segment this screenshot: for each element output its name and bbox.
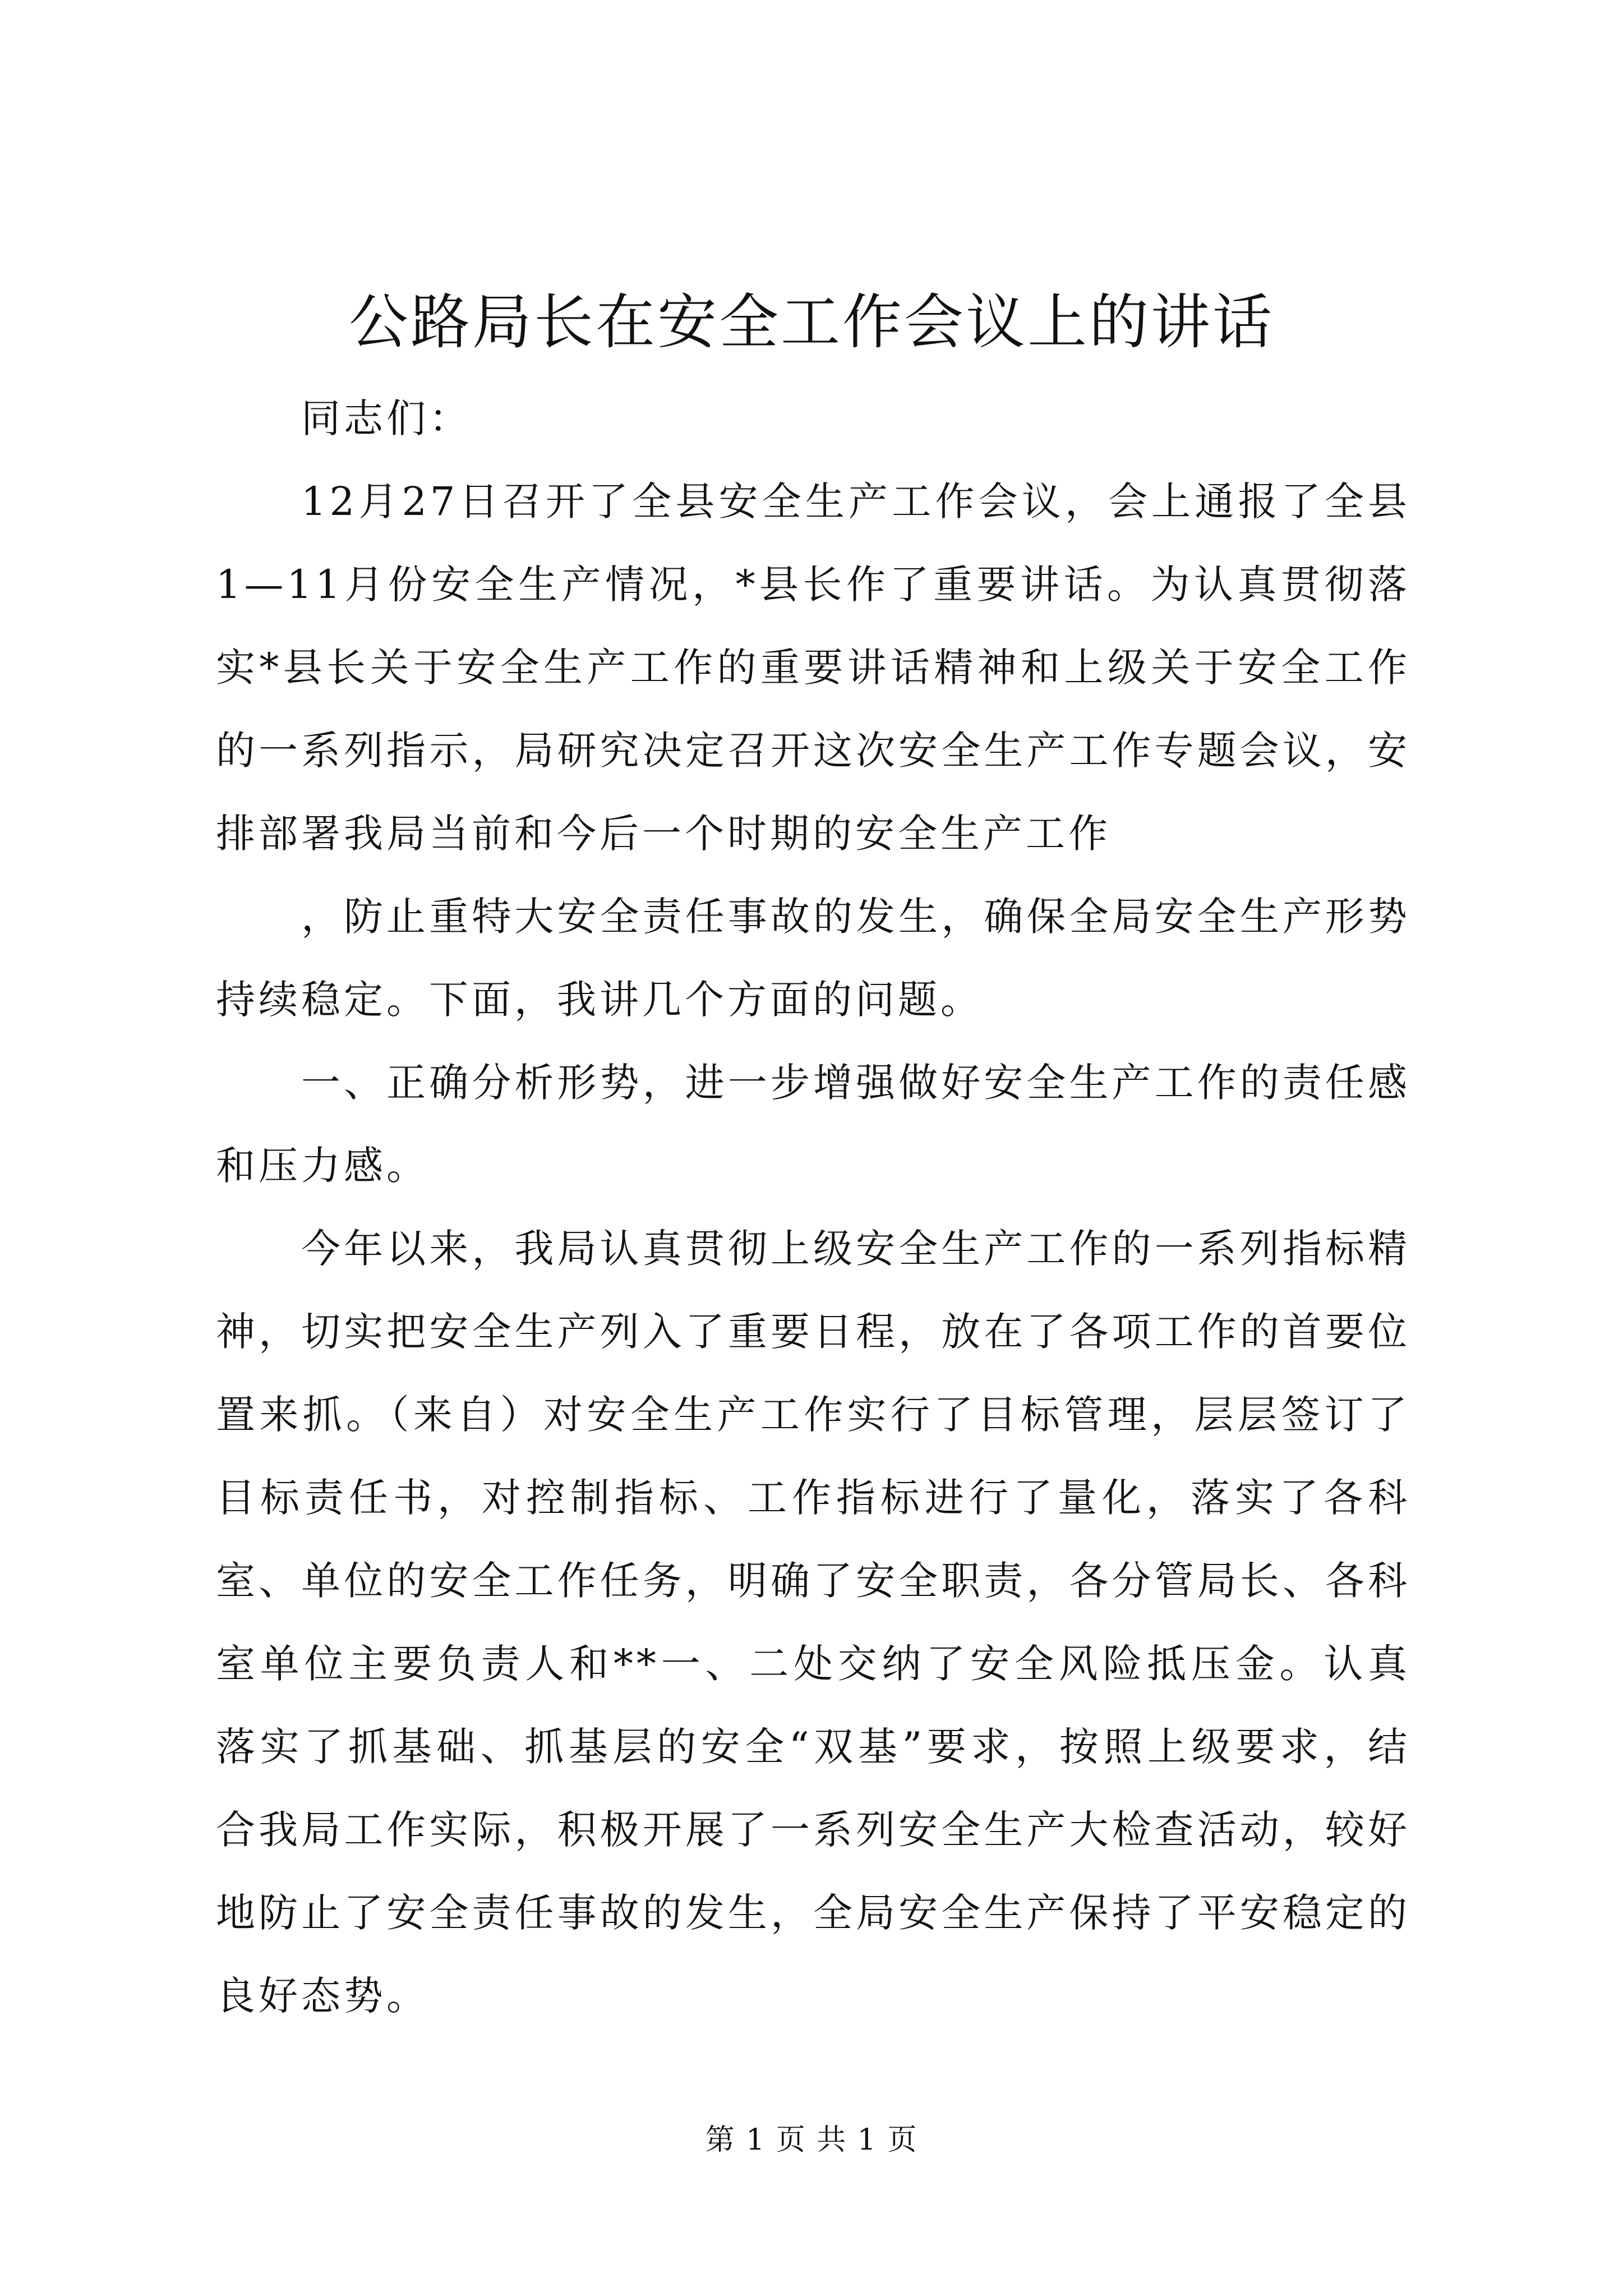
section-heading-1: 一、正确分析形势，进一步增强做好安全生产工作的责任感和压力感。 — [216, 1060, 1410, 1189]
salutation-paragraph: 同志们： — [301, 395, 472, 441]
body-paragraph-3: 今年以来，我局认真贯彻上级安全生产工作的一系列指标精神，切实把安全生产列入了重要日程，放在了各项工作的首要位置来抓。（来自）对安全生产工作实行了目标管理，层层签订了目标责任书，对控制指标、工作指标进行了量化，落实了各科室、单位的安全工作任务，明确了安全职责，各分管局长、各科室单位主要负责人和**一、二处交纳了安全风险抵压金。认真落实了抓基础、抓基层的安全“双基”要求，按照上级要求，结合我局工作实际，积极开展了一系列安全生产大检查活动，较好地防止了安全责任事故的发生，全局安全生产保持了平安稳定的良好态势。 — [216, 1226, 1410, 2019]
body-paragraph-2: ，防止重特大安全责任事故的发生，确保全局安全生产形势持续稳定。下面，我讲几个方面的问题。 — [216, 894, 1410, 1023]
body-paragraph-1: 12月27日召开了全县安全生产工作会议，会上通报了全县1—11月份安全生产情况，*县长作了重要讲话。为认真贯彻落实*县长关于安全生产工作的重要讲话精神和上级关于安全工作的一系列指示，局研究决定召开这次安全生产工作专题会议，安排部署我局当前和今后一个时期的安全生产工作 — [216, 478, 1410, 857]
document-title: 公路局长在安全工作会议上的讲话 — [349, 288, 1274, 357]
page-footer: 第 1 页 共 1 页 — [705, 2123, 918, 2157]
document-body — [216, 377, 1410, 2037]
